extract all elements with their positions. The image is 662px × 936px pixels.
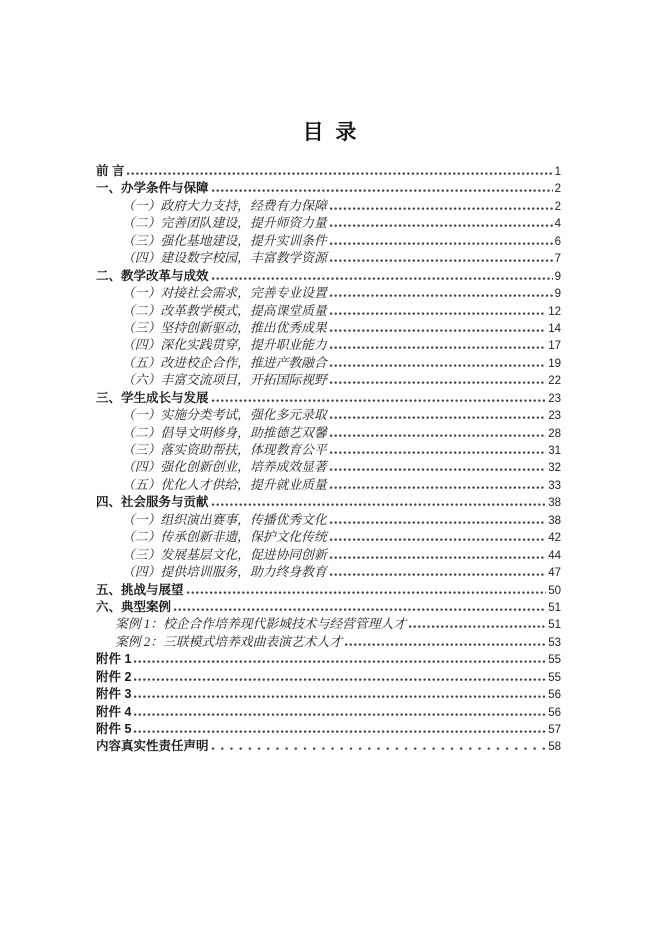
dot-leader: [330, 241, 553, 245]
toc-entry-page: 7: [554, 253, 561, 266]
dot-leader: [330, 380, 546, 384]
toc-entry-label: 附件 5: [96, 722, 132, 736]
toc-entry: [96, 669, 561, 686]
toc-entry-page: 55: [548, 671, 561, 684]
dot-leader: [330, 293, 553, 297]
toc-entry: [96, 233, 561, 250]
toc-entry: [96, 407, 561, 424]
toc-entry: [96, 303, 561, 320]
dot-leader: [330, 415, 546, 419]
toc-entry: [96, 686, 561, 703]
toc-entry-label: 附件 4: [96, 704, 132, 719]
toc-entry-label: （二）传承创新非遗，保护文化传统: [122, 530, 327, 545]
toc-entry-page: 33: [548, 479, 561, 492]
toc-entry: [96, 390, 561, 407]
dot-leader: [212, 188, 553, 192]
toc-entry-label: 五、挑战与展望: [96, 582, 184, 597]
toc-entry-page: 9: [554, 288, 561, 301]
toc-entry: [96, 442, 561, 459]
toc-entry: [96, 250, 561, 267]
dot-leader: [212, 746, 547, 750]
toc-entry-page: 50: [548, 584, 561, 597]
toc-entry-label: （一）实施分类考试，强化多元录取: [122, 408, 327, 423]
toc-entry: [96, 529, 561, 546]
toc-entry-label: （四）建设数字校园，丰富教学资源: [122, 251, 327, 266]
toc-entry-label: 四、社会服务与贡献: [96, 495, 209, 510]
dot-leader: [409, 624, 546, 628]
dot-leader: [187, 590, 547, 594]
dot-leader: [134, 712, 546, 716]
toc-entry: [96, 599, 561, 616]
toc-entry: [96, 198, 561, 215]
toc-entry-label: 附件 2: [96, 669, 132, 684]
toc-entry-label: （六）丰富交流项目，开拓国际视野: [122, 373, 327, 388]
toc-entry-page: 12: [548, 305, 561, 318]
toc-entry-page: 2: [554, 183, 561, 196]
toc-entry-label: （二）改革教学模式，提高课堂质量: [122, 303, 327, 318]
toc-entry: [96, 285, 561, 302]
toc-entry-label: 案例 2：三联模式培养戏曲表演艺术人才: [115, 634, 343, 649]
toc-entry-page: 14: [548, 322, 561, 335]
toc-entry-page: 55: [548, 654, 561, 667]
toc-entry-page: 51: [548, 601, 561, 614]
dot-leader: [330, 555, 546, 559]
toc-entry-label: （一）对接社会需求，完善专业设置: [122, 286, 327, 301]
toc-entry-label: （三）发展基层文化，促进协同创新: [122, 547, 327, 562]
dot-leader: [174, 607, 546, 611]
dot-leader: [330, 450, 546, 454]
toc-entry-page: 23: [548, 410, 561, 423]
toc-entry: [96, 738, 561, 755]
toc-entry-page: 31: [548, 445, 561, 457]
toc-entry-label: （三）坚持创新驱动，推出优秀成果: [122, 320, 327, 335]
dot-leader: [212, 276, 553, 280]
dot-leader: [134, 677, 546, 681]
dot-leader: [330, 345, 546, 349]
toc-entry-label: 六、典型案例: [96, 599, 172, 614]
toc-entry-page: 17: [548, 340, 561, 353]
dot-leader: [330, 572, 546, 576]
toc-entry-label: （二）完善团队建设，提升师资力量: [122, 216, 327, 231]
dot-leader: [330, 363, 546, 367]
toc-entry-page: 2: [554, 200, 561, 213]
toc-entry-page: 4: [554, 218, 561, 231]
toc-entry: [96, 634, 561, 651]
toc-entry-page: 38: [548, 514, 561, 527]
toc-entry-label: （五）优化人才供给，提升就业质量: [122, 477, 327, 492]
toc-entry-page: 42: [548, 532, 561, 545]
toc-entry-label: 前 言: [96, 164, 125, 178]
dot-leader: [212, 502, 547, 506]
toc-entry-label: 附件 1: [96, 652, 132, 667]
toc-entry: [96, 477, 561, 494]
toc-entry-page: 56: [548, 706, 561, 719]
toc-entry-label: 一、办学条件与保障: [96, 181, 209, 196]
dot-leader: [330, 311, 546, 315]
toc-entry: [96, 616, 561, 633]
toc-entry-page: 1: [554, 166, 561, 178]
toc-entry: [96, 564, 561, 581]
toc-entry: [96, 215, 561, 232]
toc-entry-label: （二）倡导文明修身，助推德艺双馨: [122, 425, 327, 440]
toc-entry: [96, 494, 561, 511]
toc-entry: [96, 337, 561, 354]
toc-entry-label: 内容真实性责任声明: [96, 739, 209, 754]
toc-entry: [96, 268, 561, 285]
toc-entry-page: 53: [548, 636, 561, 649]
dot-leader: [212, 398, 547, 402]
toc-entry: [96, 320, 561, 337]
toc-entry-page: 56: [548, 689, 561, 702]
toc-entry-label: （三）落实资助帮扶，体现教育公平: [122, 443, 327, 457]
toc-entry-page: 9: [554, 270, 561, 283]
toc-entry: [96, 372, 561, 389]
dot-leader: [330, 206, 553, 210]
toc-entry: [96, 704, 561, 721]
toc-entry-label: （一）组织演出赛事，传播优秀文化: [122, 512, 327, 527]
toc-entry: [96, 582, 561, 599]
dot-leader: [134, 729, 546, 733]
toc-entry: [96, 721, 561, 738]
toc-entry-label: （四）强化创新创业，培养成效显著: [122, 460, 327, 475]
toc-entry-page: 57: [548, 724, 561, 736]
toc-entry-page: 44: [548, 549, 561, 562]
toc-entry-label: （四）提供培训服务，助力终身教育: [122, 565, 327, 580]
toc-entry-page: 19: [548, 357, 561, 370]
dot-leader: [330, 537, 546, 541]
toc-entry-page: 47: [548, 567, 561, 580]
toc-entry-label: 二、教学改革与成效: [96, 268, 209, 283]
dot-leader: [330, 258, 553, 262]
dot-leader: [127, 171, 552, 175]
toc-entry-label: 三、学生成长与发展: [96, 390, 209, 405]
dot-leader: [330, 433, 546, 437]
toc-entry-page: 28: [548, 427, 561, 440]
toc-entry-page: 58: [548, 741, 561, 754]
toc-entry-label: 案例 1：校企合作培养现代影城技术与经营管理人才: [115, 617, 407, 632]
dot-leader: [134, 694, 546, 698]
toc-entry-page: 51: [548, 619, 561, 632]
document-title: 目 录: [302, 121, 360, 144]
dot-leader: [345, 642, 546, 646]
toc-entry-page: 38: [548, 497, 561, 510]
toc-entry: [96, 425, 561, 442]
toc-entry: [96, 163, 561, 180]
toc-entry: [96, 512, 561, 529]
toc-entry-label: （三）强化基地建设，提升实训条件: [122, 233, 327, 248]
dot-leader: [330, 520, 546, 524]
toc-entry-page: 6: [554, 235, 561, 248]
dot-leader: [330, 467, 546, 471]
toc-entry: [96, 547, 561, 564]
toc-entry: [96, 180, 561, 197]
dot-leader: [134, 659, 546, 663]
toc-entry-page: 22: [548, 375, 561, 388]
toc-entry: [96, 355, 561, 372]
toc-entry: [96, 651, 561, 668]
toc-entry-page: 23: [548, 392, 561, 405]
toc-entry-label: （五）改进校企合作，推进产教融合: [122, 355, 327, 370]
toc-entry-label: （四）深化实践贯穿，提升职业能力: [122, 338, 327, 353]
dot-leader: [330, 485, 546, 489]
toc-entry-label: 附件 3: [96, 687, 132, 702]
toc-entry-page: 32: [548, 462, 561, 475]
table-of-contents: [96, 163, 561, 756]
toc-entry-label: （一）政府大力支持，经费有力保障: [122, 198, 327, 213]
toc-entry: [96, 459, 561, 476]
dot-leader: [330, 223, 553, 227]
dot-leader: [330, 328, 546, 332]
